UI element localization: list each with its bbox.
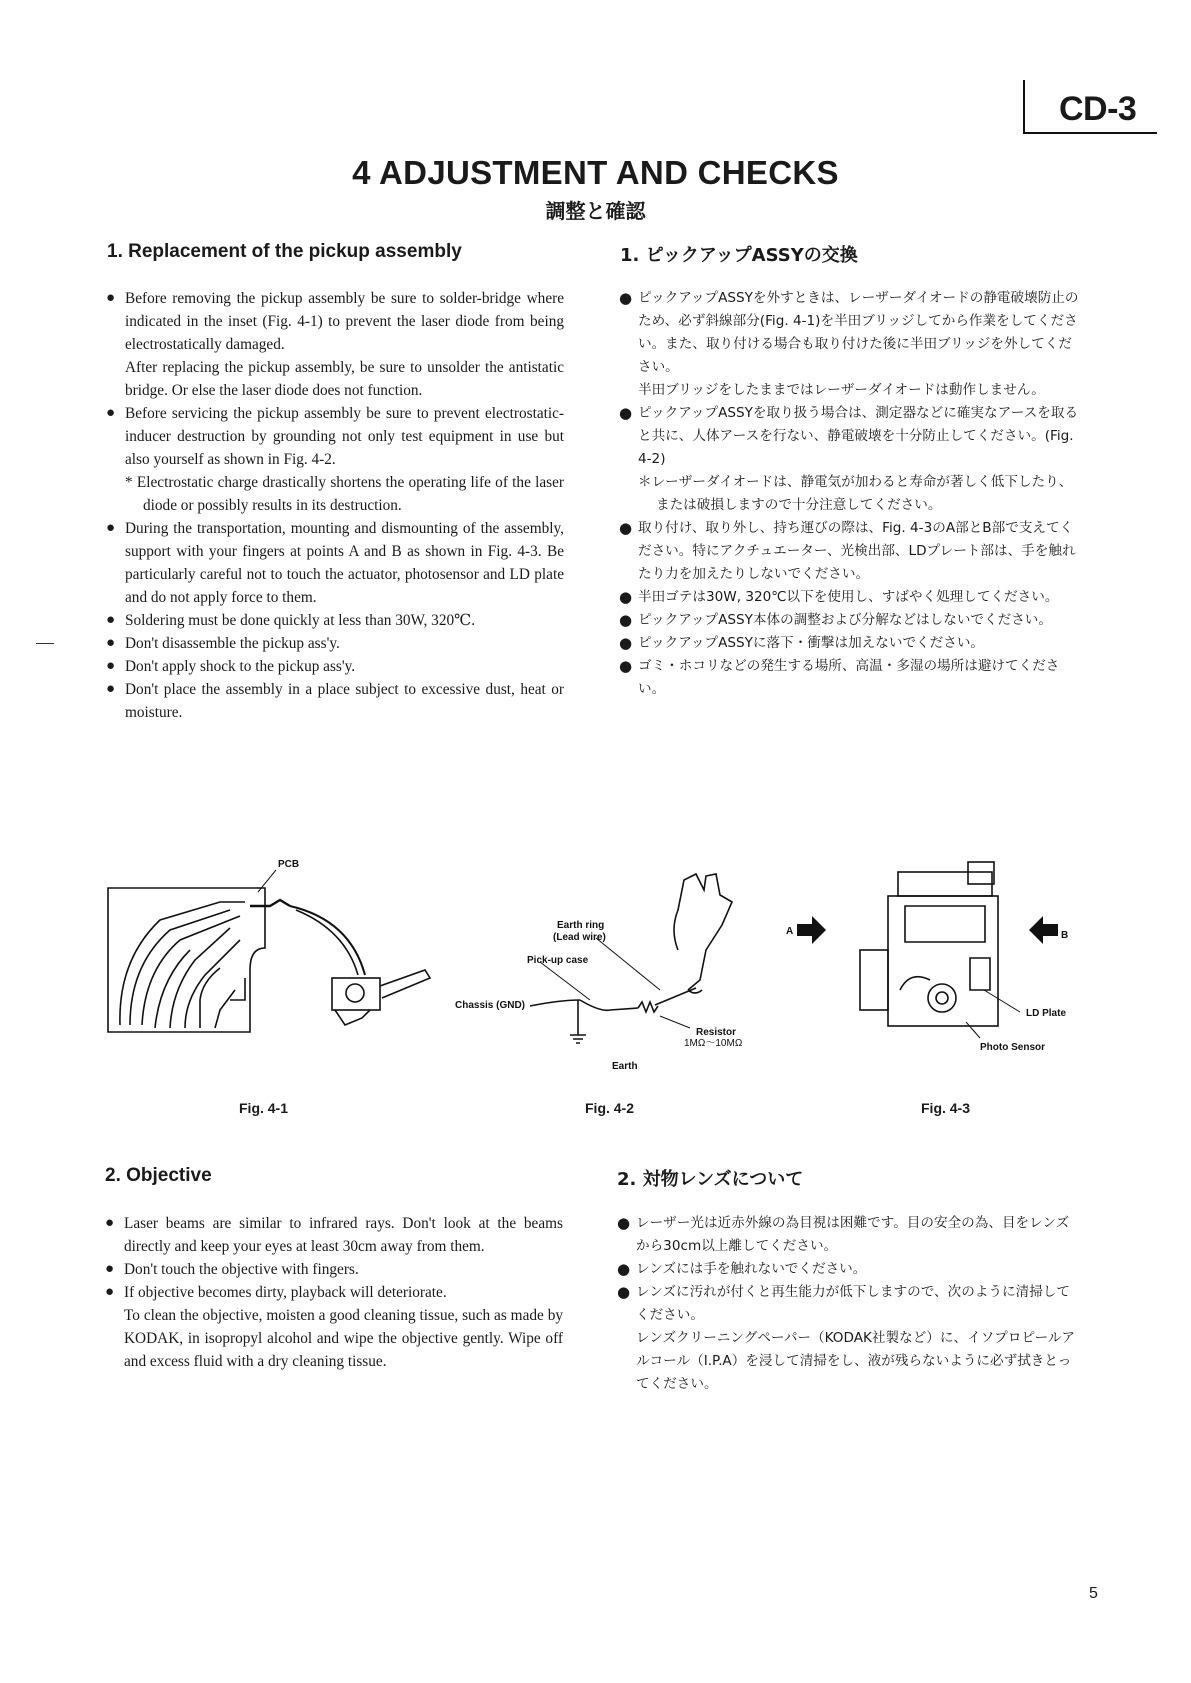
item-note: ＊レーザーダイオードは、静電気が加わると寿命が著しく低下したり、または破損しますので十分注意してください。 xyxy=(638,474,1073,513)
resistor-symbol xyxy=(638,1002,658,1012)
item-subtext: レンズクリーニングペーパー（KODAK社製など）に、イソプロピールアルコール（I.P.A）を浸して清掃をし、液が残らないように必ず拭きとってください。 xyxy=(636,1330,1076,1392)
item-text: If objective becomes dirty, playback will deteriorate. xyxy=(124,1284,447,1301)
list-item xyxy=(106,632,564,655)
section1-list-jp xyxy=(619,287,1082,701)
item-text: ピックアップASSY本体の調整および分解などはしないでください。 xyxy=(638,612,1052,628)
list-item xyxy=(105,1212,563,1258)
label-earth-ring: Earth ring xyxy=(557,920,605,931)
label-resistor: Resistor xyxy=(696,1027,737,1038)
item-text: Before removing the pickup assembly be sure to solder-bridge where indicated in the inset (Fig. 4-1) to prevent the laser diode from being electrostatically damaged. xyxy=(125,290,564,353)
pcb-trace xyxy=(120,902,245,1025)
section1-heading-jp: 1. ピックアップASSYの交換 xyxy=(620,245,858,266)
list-item xyxy=(106,609,564,632)
bullet-icon: ● xyxy=(106,612,116,628)
bullet-icon: ● xyxy=(106,290,116,306)
item-text: Before servicing the pickup assembly be sure to prevent electrostatic-inducer destruction by grounding not only test equipment in use but also yourself as shown in Fig. 4-2. xyxy=(125,405,564,468)
list-item xyxy=(617,1212,1080,1258)
item-text: レンズに汚れが付くと再生能力が低下しますので、次のように清掃してください。 xyxy=(636,1284,1070,1323)
item-text: ピックアップASSYを取り扱う場合は、測定器などに確実なアースを取ると共に、人体アースを行ない、静電破壊を十分防止してください。(Fig. 4-2) xyxy=(638,405,1079,467)
bullet-icon: ● xyxy=(619,289,633,307)
ld-plate-part xyxy=(970,958,990,990)
section1-list-en xyxy=(106,287,564,724)
list-item xyxy=(619,655,1082,701)
bullet-icon: ● xyxy=(617,1214,631,1232)
pickup-side-block xyxy=(860,950,888,1010)
fig3-pickup-drawing xyxy=(860,862,1020,1038)
item-text: Soldering must be done quickly at less than 30W, 320℃. xyxy=(125,612,476,629)
item-subtext: 半田ブリッジをしたままではレーザーダイオードは動作しません。 xyxy=(638,382,1045,398)
actuator xyxy=(905,906,985,942)
arrow-left-icon xyxy=(1029,916,1058,944)
pcb-trace xyxy=(130,910,230,1025)
pickup-rail xyxy=(380,970,430,998)
chassis-wire xyxy=(530,1000,580,1006)
item-text: Don't apply shock to the pickup ass'y. xyxy=(125,658,356,675)
bullet-icon: ● xyxy=(106,658,116,674)
fig1-pcb-drawing xyxy=(108,870,430,1032)
pcb-leader-line xyxy=(258,870,276,892)
label-chassis: Chassis (GND) xyxy=(455,1000,526,1011)
section2-heading-en: 2. Objective xyxy=(105,1165,212,1186)
model-label-box xyxy=(1023,80,1157,134)
bullet-icon: ● xyxy=(106,520,116,536)
item-text: Don't disassemble the pickup ass'y. xyxy=(125,635,340,652)
list-item xyxy=(106,678,564,724)
fig1-caption: Fig. 4-1 xyxy=(239,1100,289,1116)
item-text: ピックアップASSYを外すときは、レーザーダイオードの静電破壊防止のため、必ず斜線部分(Fig. 4-1)を半田ブリッジしてから作業をしてください。また、取り付ける場合も取り付けた後に半田ブリッジを外してください。 xyxy=(638,290,1079,375)
bullet-icon: ● xyxy=(619,634,633,652)
label-earth: Earth xyxy=(612,1061,638,1072)
list-item xyxy=(619,609,1082,632)
margin-mark xyxy=(36,643,54,644)
list-item xyxy=(105,1258,563,1281)
model-label: CD-3 xyxy=(1059,90,1137,128)
list-item xyxy=(106,287,564,402)
section2-list-en xyxy=(105,1212,563,1373)
bullet-icon: ● xyxy=(105,1261,115,1277)
item-text: レンズには手を触れないでください。 xyxy=(636,1261,867,1277)
bullet-icon: ● xyxy=(619,657,633,675)
bullet-icon: ● xyxy=(106,635,116,651)
arrow-right-icon xyxy=(797,916,826,944)
pickup-base xyxy=(335,1010,370,1025)
pickup-unit xyxy=(332,978,380,1010)
list-item xyxy=(106,402,564,517)
label-resistor-value: 1MΩ～10MΩ xyxy=(684,1038,743,1049)
flex-strip xyxy=(900,977,930,990)
pcb-trace xyxy=(230,978,245,1000)
item-subtext: After replacing the pickup assembly, be sure to unsolder the antistatic bridge. Or else the laser diode does not function. xyxy=(125,359,564,399)
bullet-icon: ● xyxy=(106,405,116,421)
item-subtext: To clean the objective, moisten a good cleaning tissue, such as made by KODAK, in isopropyl alcohol and wipe the objective gently. Wipe off and excess fluid with a dry cleaning tissue. xyxy=(124,1307,563,1370)
resistor-leader xyxy=(660,1016,690,1028)
pickup-cap xyxy=(968,862,994,884)
item-text: レーザー光は近赤外線の為目視は困難です。目の安全の為、目をレンズから30cm以上離してください。 xyxy=(636,1215,1070,1254)
section2-list-jp xyxy=(617,1212,1080,1396)
item-text: 半田ゴテは30W, 320℃以下を使用し、すばやく処理してください。 xyxy=(638,589,1059,605)
bullet-icon: ● xyxy=(617,1283,631,1301)
pcb-trace xyxy=(185,940,240,1028)
wire xyxy=(580,1000,610,1010)
item-note: * Electrostatic charge drastically shortens the operating life of the laser diode or possibly results in its destruction. xyxy=(125,474,564,514)
bullet-icon: ● xyxy=(105,1215,115,1231)
list-item xyxy=(619,287,1082,402)
bullet-icon: ● xyxy=(619,611,633,629)
list-item xyxy=(619,517,1082,586)
earth-symbol xyxy=(570,1035,586,1043)
lens-center xyxy=(936,992,948,1004)
item-text: Don't touch the objective with fingers. xyxy=(124,1261,359,1278)
list-item xyxy=(619,632,1082,655)
label-point-a: A xyxy=(786,926,794,937)
fig2-caption: Fig. 4-2 xyxy=(585,1100,635,1116)
objective-lens xyxy=(928,984,956,1012)
pickup-lens xyxy=(346,984,364,1002)
item-text: During the transportation, mounting and dismounting of the assembly, support with your fingers at points A and B as shown in Fig. 4-3. Be particularly careful not to touch the actuator, photosensor and LD plate and do not apply force to them. xyxy=(125,520,564,606)
item-text: Laser beams are similar to infrared rays. Don't look at the beams directly and keep your eyes at least 30cm away from them. xyxy=(124,1215,563,1255)
hand-outline xyxy=(674,874,732,990)
section2-heading-jp: 2. 対物レンズについて xyxy=(617,1169,804,1190)
list-item xyxy=(105,1281,563,1373)
bullet-icon: ● xyxy=(619,519,633,537)
wire xyxy=(610,1008,638,1010)
fig3-caption: Fig. 4-3 xyxy=(921,1100,971,1116)
pcb-trace xyxy=(215,990,235,1028)
bullet-icon: ● xyxy=(619,588,633,606)
item-text: 取り付け、取り外し、持ち運びの際は、Fig. 4-3のA部とB部で支えてください。特にアクチュエーター、光検出部、LDプレート部は、手を触れたり力を加えたりしないでください。 xyxy=(638,520,1076,582)
label-ld-plate: LD Plate xyxy=(1026,1008,1067,1019)
list-item xyxy=(106,655,564,678)
bullet-icon: ● xyxy=(619,404,633,422)
section1-heading-en: 1. Replacement of the pickup assembly xyxy=(107,241,462,262)
pickup-case-leader xyxy=(540,962,590,1000)
label-lead-wire: (Lead wire) xyxy=(553,932,606,943)
item-text: Don't place the assembly in a place subject to excessive dust, heat or moisture. xyxy=(125,681,564,721)
item-text: ゴミ・ホコリなどの発生する場所、高温・多湿の場所は避けてください。 xyxy=(638,658,1060,697)
figures-illustration xyxy=(100,850,1100,1080)
bullet-icon: ● xyxy=(617,1260,631,1278)
label-pcb: PCB xyxy=(278,859,300,870)
list-item xyxy=(619,402,1082,517)
page-number: 5 xyxy=(1089,1585,1098,1602)
page-title: 4 ADJUSTMENT AND CHECKS xyxy=(352,154,839,191)
page-subtitle-jp: 調整と確認 xyxy=(545,199,646,223)
bullet-icon: ● xyxy=(105,1284,115,1300)
list-item xyxy=(619,586,1082,609)
label-photo-sensor: Photo Sensor xyxy=(980,1042,1046,1053)
list-item xyxy=(106,517,564,609)
list-item xyxy=(617,1258,1080,1281)
label-pickup-case: Pick-up case xyxy=(527,955,589,966)
earth-ring-leader xyxy=(596,938,660,990)
item-text: ピックアップASSYに落下・衝撃は加えないでください。 xyxy=(638,635,985,651)
label-point-b: B xyxy=(1061,930,1069,941)
bullet-icon: ● xyxy=(106,681,116,697)
solder-bridge xyxy=(250,900,290,906)
ld-plate-leader xyxy=(984,990,1020,1012)
list-item xyxy=(617,1281,1080,1396)
photo-sensor-leader xyxy=(966,1022,980,1038)
lead-wire xyxy=(655,988,696,1005)
